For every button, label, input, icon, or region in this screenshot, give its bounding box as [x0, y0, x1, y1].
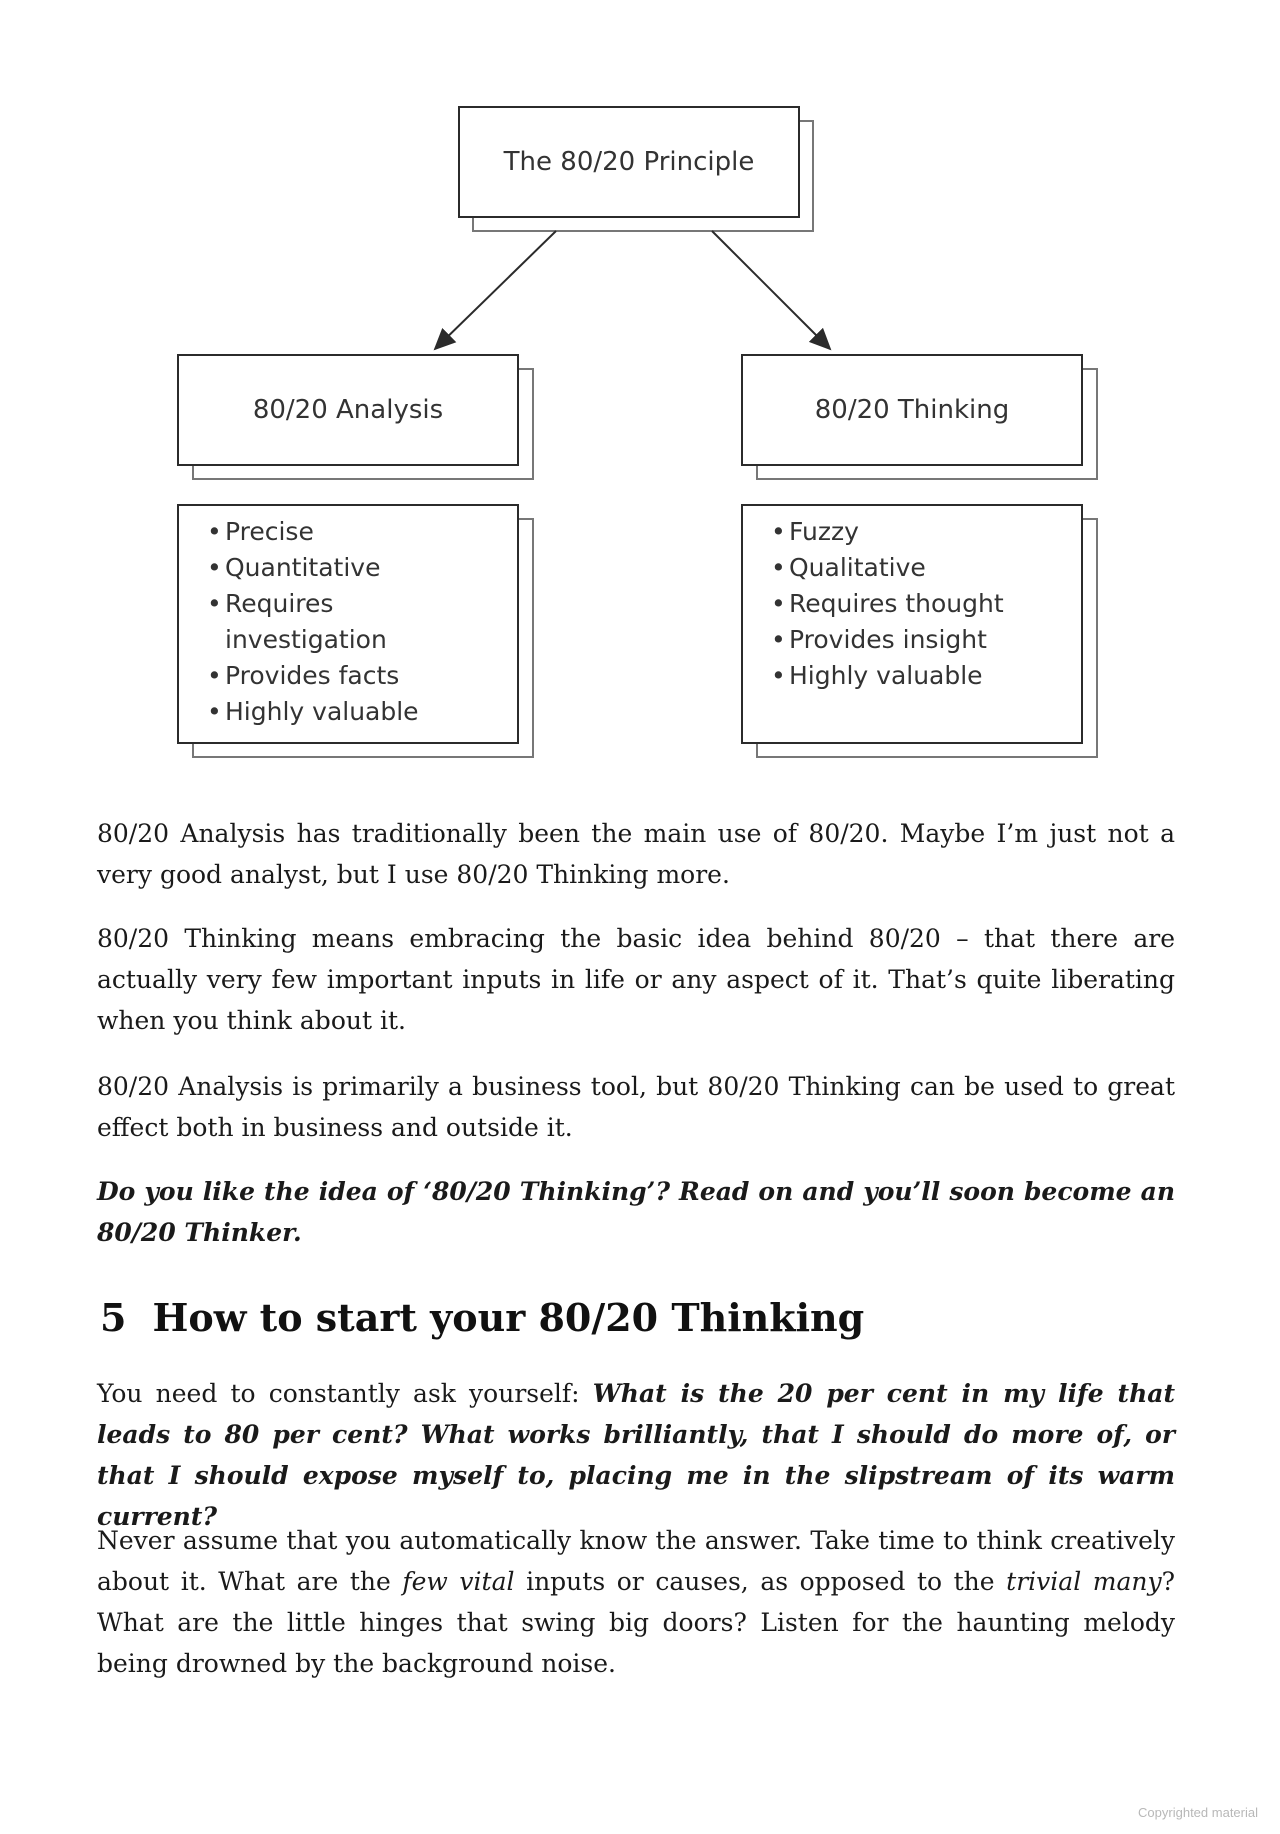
thinking-title: 80/20 Thinking — [814, 395, 1010, 425]
thinking-attributes — [771, 514, 1081, 694]
paragraph-2-text: 80/20 Thinking means embracing the basic idea behind 80/20 – that there are actually very few important inputs in life or any aspect of it. That’s quite liberating when you think about it. — [97, 924, 1175, 1035]
section-heading — [100, 1295, 864, 1340]
section-number: 5 — [100, 1295, 127, 1340]
analysis-attr: • Precise — [207, 514, 517, 550]
paragraph-3-text: 80/20 Analysis is primarily a business tool, but 80/20 Thinking can be used to great effect both in business and outside it. — [97, 1072, 1175, 1142]
thinking-head-box — [741, 354, 1083, 466]
thinking-list-box — [741, 504, 1083, 744]
paragraph-6 — [97, 1520, 1175, 1684]
analysis-title: 80/20 Analysis — [252, 395, 444, 425]
thinking-attr: • Requires thought — [771, 586, 1081, 622]
analysis-list-box — [177, 504, 519, 744]
analysis-attr: • Quantitative — [207, 550, 517, 586]
analysis-attributes — [207, 514, 517, 730]
paragraph-6-part: Never assume that you automatically know the answer. Take time to think creatively about it. What are the — [97, 1526, 1175, 1596]
section-title: How to start your 80/20 Thinking — [152, 1295, 865, 1340]
paragraph-3 — [97, 1066, 1175, 1148]
paragraph-1 — [97, 813, 1175, 895]
paragraph-1-text: 80/20 Analysis has traditionally been the main use of 80/20. Maybe I’m just not a very good analyst, but I use 80/20 Thinking more. — [97, 819, 1175, 889]
thinking-attr: • Qualitative — [771, 550, 1081, 586]
paragraph-6-italic: trivial many — [1006, 1567, 1162, 1596]
paragraph-6-part: inputs or causes, as opposed to the — [514, 1567, 1007, 1596]
thinking-attr: • Fuzzy — [771, 514, 1081, 550]
thinking-attr: • Highly valuable — [771, 658, 1081, 694]
paragraph-6-part: ? What are the little hinges that swing big doors? Listen for the haunting melody being drowned by the background noise. — [97, 1567, 1176, 1678]
arrow-to-thinking — [712, 231, 830, 349]
arrow-to-analysis — [435, 231, 556, 349]
paragraph-6-italic: few vital — [402, 1567, 515, 1596]
root-box-label: The 80/20 Principle — [503, 147, 755, 177]
thinking-attr: • Provides insight — [771, 622, 1081, 658]
analysis-attr: • Provides facts — [207, 658, 517, 694]
paragraph-4 — [97, 1171, 1175, 1253]
analysis-attr: • Highly valuable — [207, 694, 517, 730]
paragraph-5-emphasis: What is the 20 per cent in my life that leads to 80 per cent? What works brilliantly, that I should do more of, or that I should expose myself to, placing me in the slipstream of its warm current? — [97, 1379, 1175, 1531]
paragraph-5 — [97, 1373, 1175, 1537]
paragraph-2 — [97, 918, 1175, 1041]
analysis-head-box — [177, 354, 519, 466]
analysis-attr: • Requires investigation — [207, 586, 395, 658]
paragraph-4-text: Do you like the idea of ‘80/20 Thinking’? Read on and you’ll soon become an 80/20 Thinker. — [97, 1177, 1175, 1247]
copyright-notice: Copyrighted material — [1138, 1805, 1258, 1820]
paragraph-5-lead: You need to constantly ask yourself: — [97, 1379, 593, 1408]
